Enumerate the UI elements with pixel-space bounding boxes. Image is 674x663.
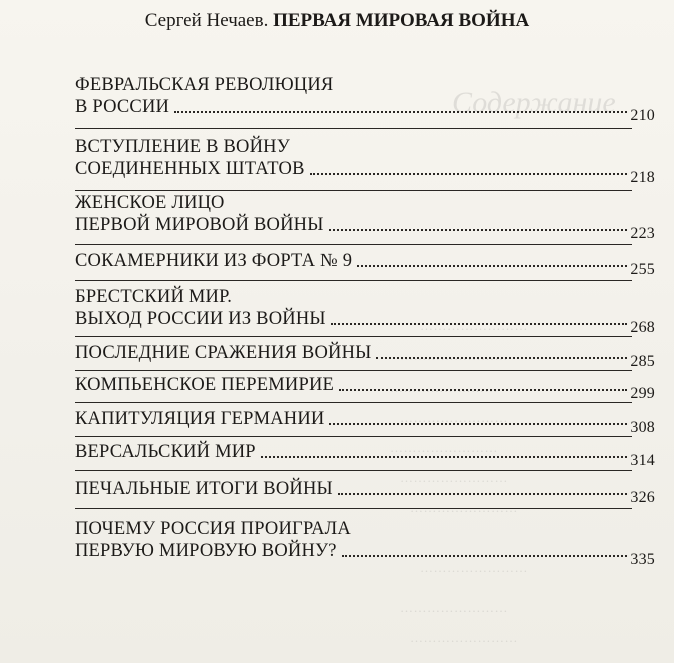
toc-entry-title-line: ПОЧЕМУ РОССИЯ ПРОИГРАЛА	[75, 519, 351, 539]
toc-page-number: 308	[630, 419, 655, 436]
entry-separator	[75, 436, 632, 437]
toc-page-number: 314	[630, 452, 655, 469]
running-header	[0, 10, 674, 32]
toc-entry	[75, 136, 655, 186]
dot-leader	[329, 228, 628, 231]
toc-entry	[75, 408, 655, 436]
toc-page-number: 210	[630, 107, 655, 124]
toc-entry-title-line: ПЕЧАЛЬНЫЕ ИТОГИ ВОЙНЫ	[75, 479, 333, 499]
toc-entry-title-line: ФЕВРАЛЬСКАЯ РЕВОЛЮЦИЯ	[75, 75, 334, 95]
toc-entry-title-line: ВЕРСАЛЬСКИЙ МИР	[75, 442, 256, 462]
dot-leader	[339, 388, 627, 391]
toc-page-number: 326	[630, 489, 655, 506]
toc-entry-title-line: ПЕРВУЮ МИРОВУЮ ВОЙНУ?	[75, 541, 337, 561]
toc-entry	[75, 441, 655, 469]
toc-entry-last-line	[75, 478, 655, 506]
toc-entry-last-line	[75, 342, 655, 370]
toc-page-number: 268	[630, 319, 655, 336]
toc-entry	[75, 286, 655, 336]
dot-leader	[342, 554, 628, 557]
toc-entry-last-line	[75, 214, 655, 242]
toc-entry	[75, 192, 655, 242]
toc-entry-title-line: БРЕСТСКИЙ МИР.	[75, 287, 233, 307]
toc-entry-last-line	[75, 374, 655, 402]
dot-leader	[331, 322, 628, 325]
toc-entry-last-line	[75, 96, 655, 124]
entry-separator	[75, 470, 632, 471]
toc-entry-title-line: СОКАМЕРНИКИ ИЗ ФОРТА № 9	[75, 251, 353, 271]
toc-entry	[75, 374, 655, 402]
toc-page-number: 223	[630, 225, 655, 242]
dot-leader	[376, 356, 627, 359]
toc-page-number: 299	[630, 385, 655, 402]
dot-leader	[261, 455, 628, 458]
toc-entry-title-line: ЖЕНСКОЕ ЛИЦО	[75, 193, 225, 213]
toc-entry	[75, 342, 655, 370]
toc-entry-title-line: СОЕДИНЕННЫХ ШТАТОВ	[75, 159, 305, 179]
toc-entry	[75, 74, 655, 124]
entry-separator	[75, 190, 632, 191]
toc-entry-title-line: ВСТУПЛЕНИЕ В ВОЙНУ	[75, 137, 291, 157]
entry-separator	[75, 508, 632, 509]
toc-entry-title-line: В РОССИИ	[75, 97, 170, 117]
toc-entry-title-line: КАПИТУЛЯЦИЯ ГЕРМАНИИ	[75, 409, 325, 429]
toc-page-number: 335	[630, 551, 655, 568]
toc-entry-last-line	[75, 441, 655, 469]
entry-separator	[75, 336, 632, 337]
entry-separator	[75, 128, 632, 129]
toc-page-number: 218	[630, 169, 655, 186]
toc-entry-last-line	[75, 408, 655, 436]
entry-separator	[75, 244, 632, 245]
toc-page-number: 285	[630, 353, 655, 370]
dot-leader	[329, 422, 627, 425]
toc-entry-title-line: ПЕРВОЙ МИРОВОЙ ВОЙНЫ	[75, 215, 324, 235]
entry-separator	[75, 402, 632, 403]
entry-separator	[75, 370, 632, 371]
toc-entry	[75, 518, 655, 568]
dot-leader	[174, 110, 627, 113]
toc-entry-last-line	[75, 250, 655, 278]
toc-entry-title-line: КОМПЬЕНСКОЕ ПЕРЕМИРИЕ	[75, 375, 335, 395]
author-name: Сергей Нечаев.	[144, 10, 269, 31]
toc-page-number: 255	[630, 261, 655, 278]
toc-entry-last-line	[75, 540, 655, 568]
entry-separator	[75, 280, 632, 281]
dot-leader	[310, 172, 628, 175]
dot-leader	[357, 264, 627, 267]
toc-entry-last-line	[75, 158, 655, 186]
toc-entry-title-line: ПОСЛЕДНИЕ СРАЖЕНИЯ ВОЙНЫ	[75, 343, 372, 363]
toc-entry	[75, 478, 655, 506]
toc-entry-last-line	[75, 308, 655, 336]
book-title: ПЕРВАЯ МИРОВАЯ ВОЙНА	[273, 10, 530, 31]
dot-leader	[338, 492, 628, 495]
toc-entry	[75, 250, 655, 278]
toc-entry-title-line: ВЫХОД РОССИИ ИЗ ВОЙНЫ	[75, 309, 326, 329]
